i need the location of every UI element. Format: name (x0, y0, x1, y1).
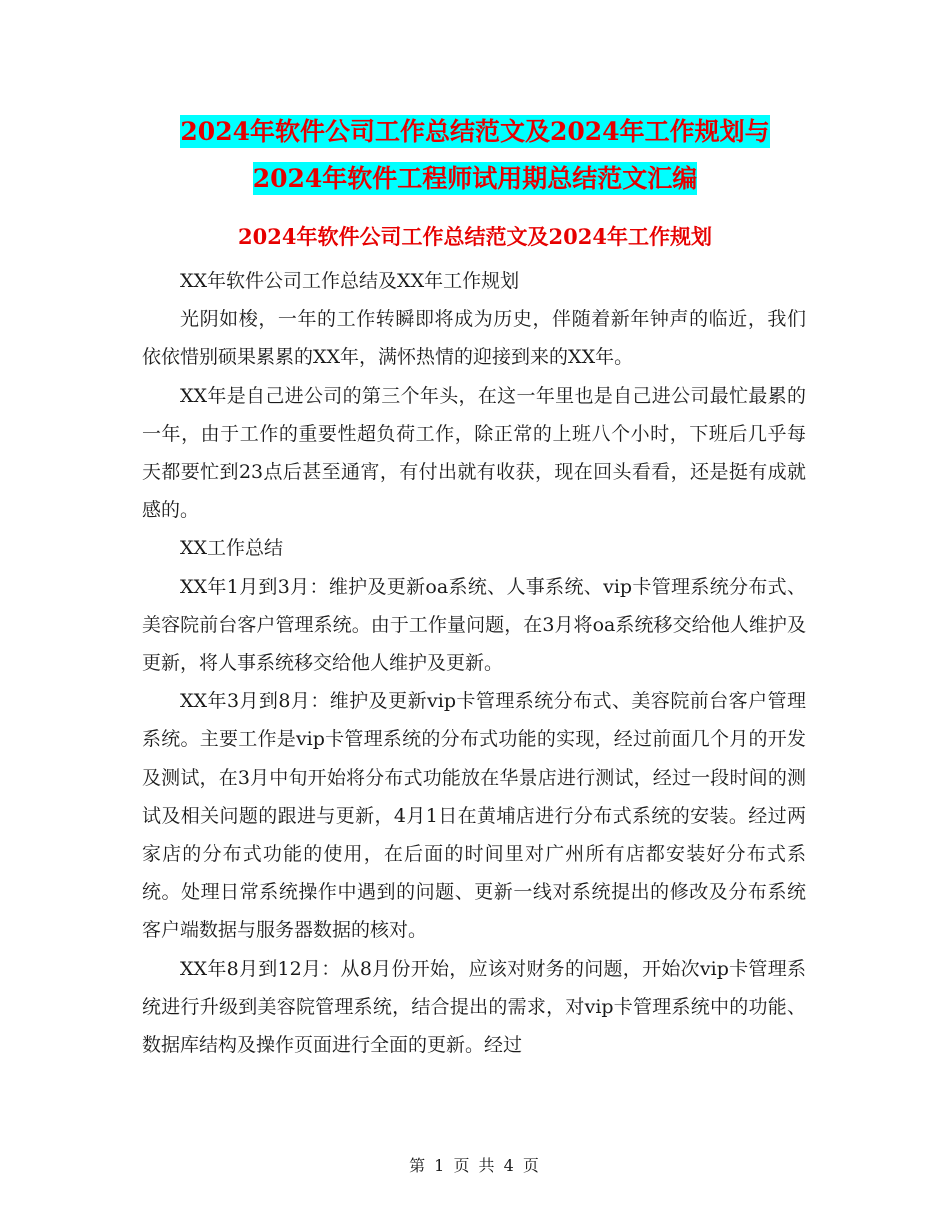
document-title (140, 108, 810, 202)
title-line-2: 2024年软件工程师试用期总结范文汇编 (252, 164, 698, 193)
section-heading: 2024年软件公司工作总结范文及2024年工作规划 (238, 224, 712, 249)
paragraph-3: XX年是自己进公司的第三个年头，在这一年里也是自己进公司最忙最累的一年，由于工作的重要性超负荷工作，除正常的上班八个小时，下班后几乎每天都要忙到23点后甚至通宵，有付出就有收获，现在回头看看，还是挺有成就感的。 (142, 384, 806, 522)
paragraph-4: XX工作总结 (180, 537, 284, 560)
paragraph-6: XX年3月到8月：维护及更新vip卡管理系统分布式、美容院前台客户管理系统。主要工作是vip卡管理系统的分布式功能的实现，经过前面几个月的开发及测试，在3月中旬开始将分布式功能放在华景店进行测试，经过一段时间的测试及相关问题的跟进与更新，4月1日在黄埔店进行分布式系统的安装。经过两家店的分布式功能的使用，在后面的时间里对广州所有店都安装好分布式系统。处理日常系统操作中遇到的问题、更新一线对系统提出的修改及分布系统客户端数据与服务器数据的核对。 (142, 690, 806, 942)
title-line-1: 2024年软件公司工作总结范文及2024年工作规划与 (180, 117, 770, 146)
paragraph-7: XX年8月到12月：从8月份开始，应该对财务的问题，开始次vip卡管理系统进行升级到美容院管理系统，结合提出的需求，对vip卡管理系统中的功能、数据库结构及操作页面进行全面的更新。经过 (142, 957, 806, 1057)
paragraph-1: XX年软件公司工作总结及XX年工作规划 (180, 270, 520, 292)
document-body (142, 262, 806, 1064)
page-footer: 第 1 页 共 4 页 (409, 1156, 541, 1175)
paragraph-5: XX年1月到3月：维护及更新oa系统、人事系统、vip卡管理系统分布式、美容院前台客户管理系统。由于工作量问题，在3月将oa系统移交给他人维护及更新，将人事系统移交给他人维护及更新。 (142, 575, 806, 675)
paragraph-2: 光阴如梭，一年的工作转瞬即将成为历史，伴随着新年钟声的临近，我们依依惜别硕果累累的XX年，满怀热情的迎接到来的XX年。 (142, 308, 806, 369)
